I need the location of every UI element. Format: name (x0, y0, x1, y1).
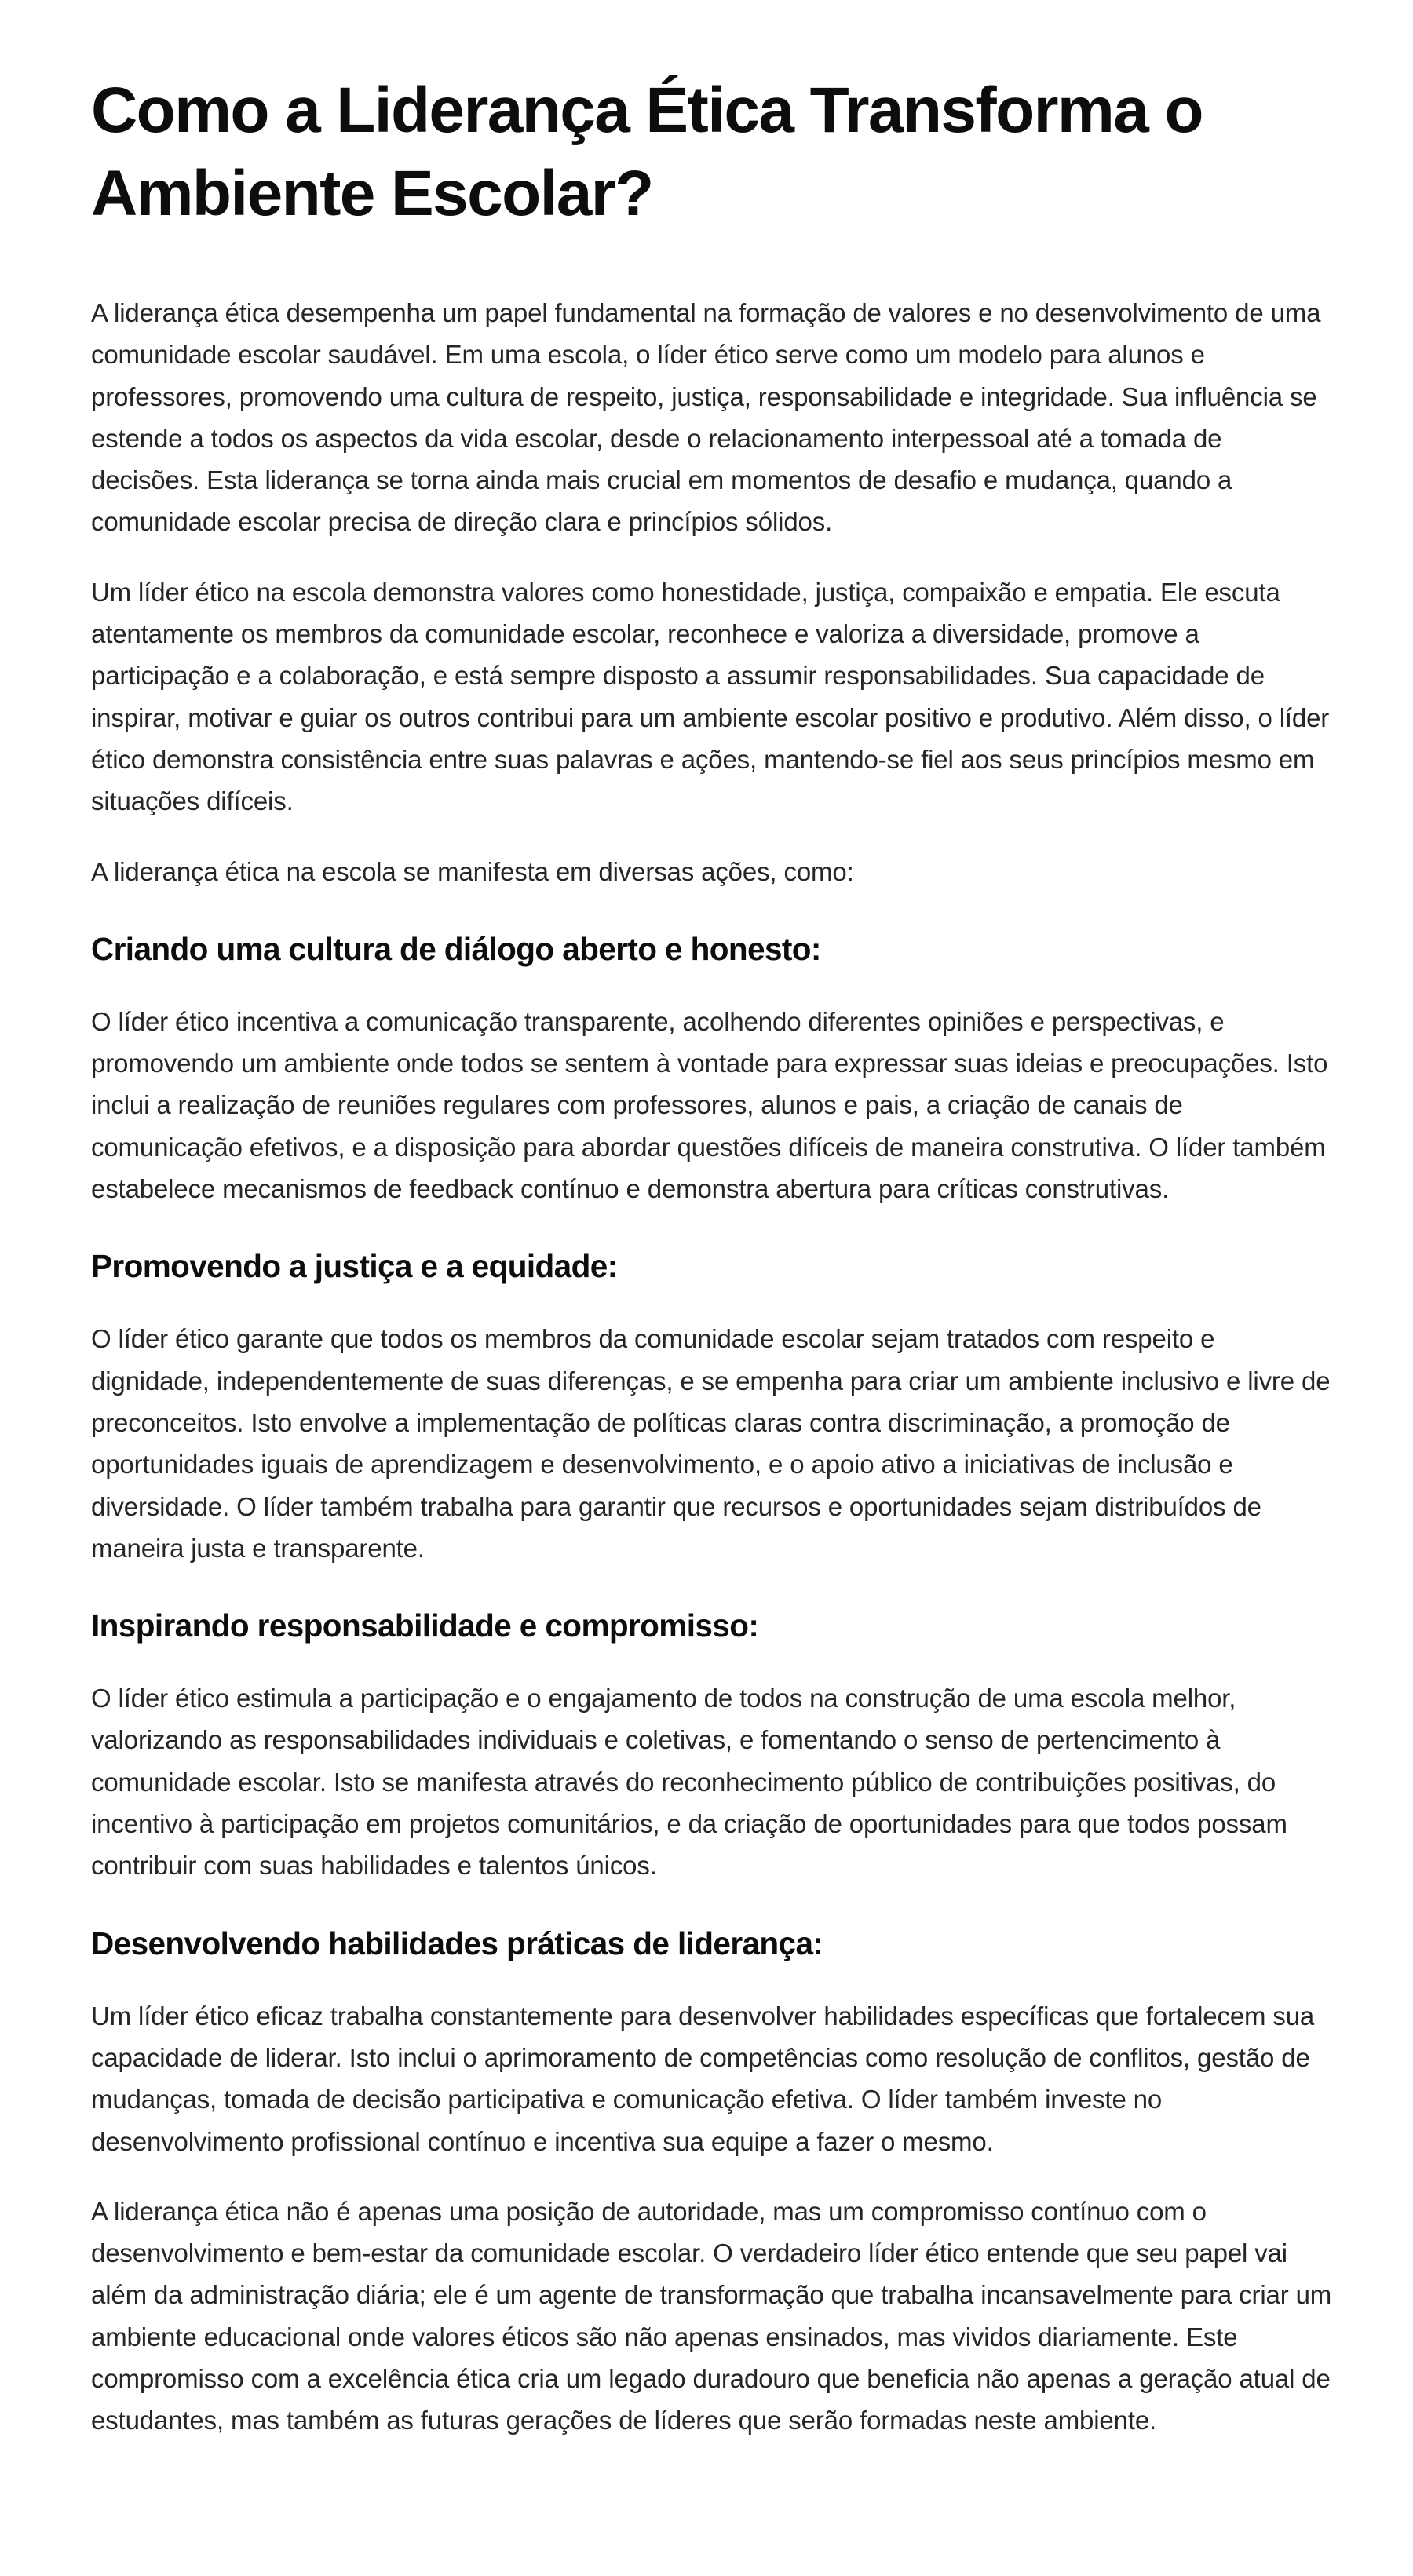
intro-paragraph: Um líder ético na escola demonstra valores como honestidade, justiça, compaixão e empatia. Ele escuta atentamente os membros da comunidade escolar, reconhece e valoriza a diversidade, promove a participação e a colaboração, e está sempre disposto a assumir responsabilidades. Sua capacidade de inspirar, motivar e guiar os outros contribui para um ambiente escolar positivo e produtivo. Além disso, o líder ético demonstra consistência entre suas palavras e ações, mantendo-se fiel aos seus princípios mesmo em situações difíceis. (91, 577, 1330, 816)
section-responsabilidade (91, 1605, 1334, 1886)
section-paragraph: Um líder ético eficaz trabalha constantemente para desenvolver habilidades específicas que fortalecem sua capacidade de liderar. Isto inclui o aprimoramento de competências como resolução de conflitos, gestão de mudanças, tomada de decisão participativa e comunicação efetiva. O líder também investe no desenvolvimento profissional contínuo e incentiva sua equipe a fazer o mesmo. (91, 2001, 1315, 2156)
section-paragraph: O líder ético estimula a participação e o engajamento de todos na construção de uma escola melhor, valorizando as responsabilidades individuais e coletivas, e fomentando o senso de pertencimento à comunidade escolar. Isto se manifesta através do reconhecimento público de contribuições positivas, do incentivo à participação em projetos comunitários, e da criação de oportunidades para que todos possam contribuir com suas habilidades e talentos únicos. (91, 1684, 1287, 1881)
page-title: Como a Liderança Ética Transforma o Ambiente Escolar? (91, 75, 1203, 229)
section-paragraph: O líder ético garante que todos os membros da comunidade escolar sejam tratados com respeito e dignidade, independentemente de suas diferenças, e se empenha para criar um ambiente inclusivo e livre de preconceitos. Isto envolve a implementação de políticas claras contra discriminação, a promoção de oportunidades iguais de aprendizagem e desenvolvimento, e o apoio ativo a iniciativas de inclusão e diversidade. O líder também trabalha para garantir que recursos e oportunidades sejam distribuídos de maneira justa e transparente. (91, 1324, 1331, 1563)
section-dialogo (91, 929, 1334, 1210)
closing-paragraph: A liderança ética não é apenas uma posição de autoridade, mas um compromisso contínuo com o desenvolvimento e bem-estar da comunidade escolar. O verdadeiro líder ético entende que seu papel vai além da administração diária; ele é um agente de transformação que trabalha incansavelmente para criar um ambiente educacional onde valores éticos são não apenas ensinados, mas vividos diariamente. Este compromisso com a excelência ética cria um legado duradouro que beneficia não apenas a geração atual de estudantes, mas também as futuras gerações de líderes que serão formadas neste ambiente. (91, 2196, 1332, 2436)
section-heading: Promovendo a justiça e a equidade: (91, 1248, 618, 1285)
section-paragraph: O líder ético incentiva a comunicação transparente, acolhendo diferentes opiniões e perspectivas, e promovendo um ambiente onde todos se sentem à vontade para expressar suas ideias e preocupações. Isto inclui a realização de reuniões regulares com professores, alunos e pais, a criação de canais de comunicação efetivos, e a disposição para abordar questões difíceis de maneira construtiva. O líder também estabelece mecanismos de feedback contínuo e demonstra abertura para críticas construtivas. (91, 1006, 1328, 1204)
intro-paragraph: A liderança ética desempenha um papel fundamental na formação de valores e no desenvolvimento de uma comunidade escolar saudável. Em uma escola, o líder ético serve como um modelo para alunos e professores, promovendo uma cultura de respeito, justiça, responsabilidade e integridade. Sua influência se estende a todos os aspectos da vida escolar, desde o relacionamento interpessoal até a tomada de decisões. Esta liderança se torna ainda mais crucial em momentos de desafio e mudança, quando a comunidade escolar precisa de direção clara e princípios sólidos. (91, 298, 1321, 537)
section-heading: Desenvolvendo habilidades práticas de liderança: (91, 1925, 823, 1961)
section-heading: Criando uma cultura de diálogo aberto e honesto: (91, 930, 821, 967)
intro-paragraph: A liderança ética na escola se manifesta em diversas ações, como: (91, 856, 854, 886)
section-habilidades (91, 1923, 1334, 2442)
section-heading: Inspirando responsabilidade e compromisso: (91, 1607, 759, 1644)
section-justica (91, 1246, 1334, 1569)
